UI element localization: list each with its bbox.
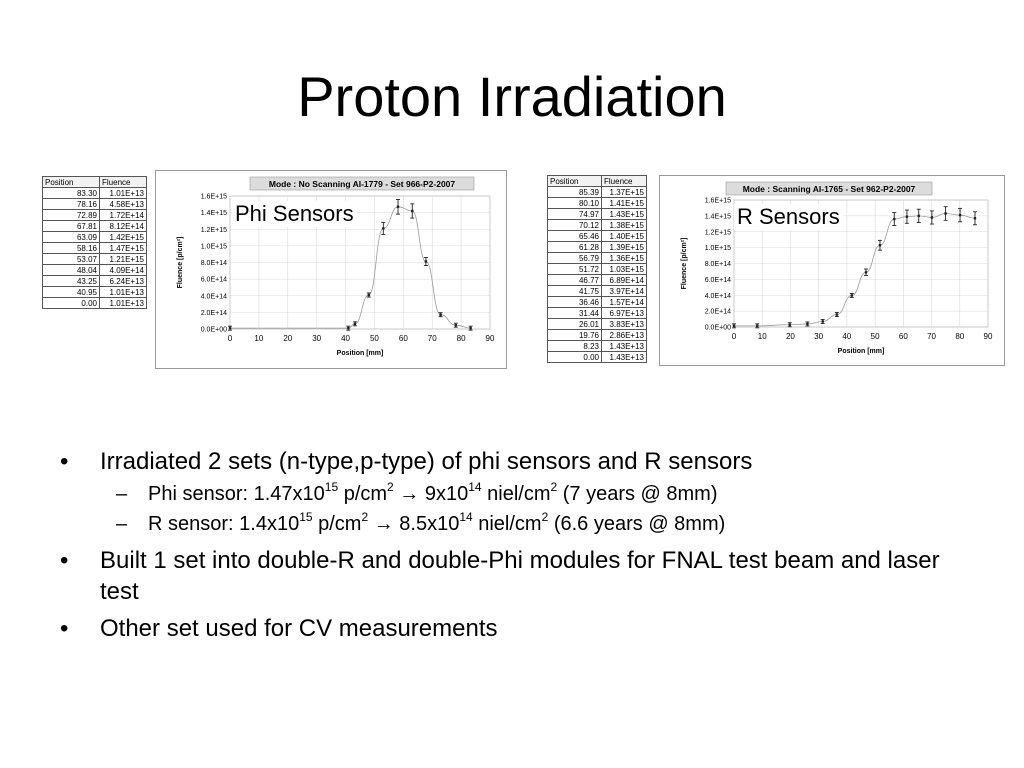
- fluence-cell: 4.09E+14: [100, 265, 147, 276]
- y-tick-label: 1.6E+15: [704, 197, 731, 205]
- position-cell: 80.10: [548, 198, 602, 209]
- sub-text: p/cm: [338, 483, 388, 505]
- sub-bullet-list: [100, 479, 960, 539]
- fluence-cell: 2.86E+13: [602, 330, 647, 341]
- table-row: [548, 319, 647, 330]
- fluence-cell: 1.01E+13: [100, 188, 147, 199]
- bullet-item: [60, 446, 960, 539]
- fluence-cell: 3.97E+14: [602, 286, 647, 297]
- position-cell: 0.00: [548, 352, 602, 363]
- x-tick-label: 10: [757, 332, 767, 341]
- bullet-item: [60, 613, 960, 644]
- position-cell: 8.23: [548, 341, 602, 352]
- x-tick-label: 80: [955, 332, 965, 341]
- position-cell: 61.28: [548, 242, 602, 253]
- table-row: [548, 231, 647, 242]
- fit-curve: [734, 213, 975, 325]
- y-tick-label: 1.4E+15: [704, 213, 731, 221]
- table-row: [548, 330, 647, 341]
- y-tick-label: 1.2E+15: [704, 229, 731, 237]
- position-cell: 74.97: [548, 209, 602, 220]
- phi-sensors-label: Phi Sensors: [232, 201, 357, 227]
- x-tick-label: 20: [785, 332, 795, 341]
- fluence-cell: 1.43E+13: [602, 352, 647, 363]
- x-axis-label: Position [mm]: [837, 348, 885, 355]
- position-cell: 56.79: [548, 253, 602, 264]
- x-tick-label: 40: [842, 332, 852, 341]
- sub-text: niel/cm: [472, 513, 542, 535]
- position-cell: 72.89: [43, 210, 100, 221]
- table-row: [548, 187, 647, 198]
- table-row: [548, 264, 647, 275]
- table-row: [548, 286, 647, 297]
- fluence-cell: 1.36E+15: [602, 253, 647, 264]
- fluence-cell: 6.89E+14: [602, 275, 647, 286]
- bullet-text: Built 1 set into double-R and double-Phi modules for FNAL test beam and laser test: [100, 547, 940, 605]
- y-axis-label: Fluence [p/cm²]: [681, 237, 688, 290]
- x-tick-label: 30: [814, 332, 824, 341]
- y-axis-label: Fluence [p/cm²]: [177, 236, 184, 289]
- sub-bullet-item-r: [100, 509, 960, 539]
- fluence-cell: 1.43E+15: [602, 209, 647, 220]
- superscript: 2: [387, 480, 394, 495]
- position-cell: 65.46: [548, 231, 602, 242]
- position-cell: 51.72: [548, 264, 602, 275]
- fluence-cell: 1.43E+13: [602, 341, 647, 352]
- data-point: [424, 257, 428, 265]
- y-tick-label: 2.0E+14: [704, 308, 731, 316]
- x-tick-label: 0: [227, 334, 233, 343]
- y-tick-label: 2.0E+14: [200, 309, 227, 317]
- y-tick-label: 0.0E+00: [200, 326, 227, 334]
- table-row: [43, 232, 147, 243]
- position-cell: 67.81: [43, 221, 100, 232]
- table-header-position: Position: [548, 176, 602, 187]
- sub-bullet-item-phi: [100, 479, 960, 509]
- table-row: [43, 298, 147, 309]
- position-cell: 85.39: [548, 187, 602, 198]
- y-tick-label: 4.0E+14: [704, 292, 731, 300]
- slide-title: Proton Irradiation: [297, 65, 727, 128]
- x-tick-label: 90: [485, 334, 495, 343]
- fluence-cell: 1.47E+15: [100, 243, 147, 254]
- table-row: [43, 188, 147, 199]
- y-tick-label: 8.0E+14: [200, 260, 227, 267]
- position-cell: 26.01: [548, 319, 602, 330]
- x-tick-label: 30: [312, 334, 322, 343]
- sub-text: (7 years @ 8mm): [557, 483, 718, 505]
- y-tick-label: 6.0E+14: [200, 276, 227, 284]
- table-row: [43, 199, 147, 210]
- y-tick-label: 8.0E+14: [704, 261, 731, 268]
- table-row: [548, 209, 647, 220]
- table-row: [548, 352, 647, 363]
- table-row: [43, 221, 147, 232]
- fluence-cell: 6.24E+13: [100, 276, 147, 287]
- table-row: [548, 242, 647, 253]
- position-cell: 83.30: [43, 188, 100, 199]
- position-cell: 63.09: [43, 232, 100, 243]
- fluence-cell: 3.83E+13: [602, 319, 647, 330]
- sub-text: niel/cm: [481, 483, 551, 505]
- table-row: [548, 308, 647, 319]
- r-fluence-table: [547, 175, 647, 363]
- y-tick-label: 6.0E+14: [704, 276, 731, 284]
- bullet-list: [60, 446, 960, 650]
- sub-text: R sensor: 1.4x10: [148, 513, 300, 535]
- superscript: 2: [361, 510, 369, 525]
- y-tick-label: 1.6E+15: [200, 193, 227, 201]
- sub-text: → 8.5x10: [368, 513, 460, 535]
- bullet-item: [60, 545, 960, 607]
- sub-text: (6.6 years @ 8mm): [548, 513, 726, 535]
- fluence-cell: 1.57E+14: [602, 297, 647, 308]
- table-row: [43, 287, 147, 298]
- table-row: [548, 220, 647, 231]
- superscript: 2: [541, 510, 549, 525]
- x-tick-label: 10: [254, 334, 264, 343]
- x-tick-label: 20: [283, 334, 293, 343]
- sub-text: p/cm: [312, 513, 362, 535]
- table-row: [43, 243, 147, 254]
- fluence-cell: 8.12E+14: [100, 221, 147, 232]
- position-cell: 31.44: [548, 308, 602, 319]
- x-tick-label: 60: [898, 332, 908, 341]
- table-row: [548, 341, 647, 352]
- position-cell: 0.00: [43, 298, 100, 309]
- table-row: [548, 198, 647, 209]
- phi-chart: [155, 170, 507, 369]
- y-tick-label: 4.0E+14: [200, 293, 227, 301]
- x-tick-label: 50: [369, 334, 379, 343]
- fluence-cell: 1.41E+15: [602, 198, 647, 209]
- y-tick-label: 1.4E+15: [200, 210, 227, 218]
- bullet-text: Irradiated 2 sets (n-type,p-type) of phi sensors and R sensors: [100, 448, 753, 475]
- fluence-cell: 1.39E+15: [602, 242, 647, 253]
- sub-text: Phi sensor: 1.47x10: [148, 483, 325, 505]
- fluence-cell: 1.01E+13: [100, 287, 147, 298]
- superscript: 15: [324, 480, 339, 495]
- superscript: 2: [550, 480, 558, 495]
- x-tick-label: 70: [927, 332, 937, 341]
- superscript: 15: [299, 510, 313, 525]
- y-tick-label: 1.0E+15: [200, 243, 227, 251]
- position-cell: 43.25: [43, 276, 100, 287]
- x-tick-label: 40: [341, 334, 351, 343]
- fluence-cell: 1.72E+14: [100, 210, 147, 221]
- table-row: [548, 275, 647, 286]
- position-cell: 53.07: [43, 254, 100, 265]
- bullet-text: Other set used for CV measurements: [100, 615, 498, 642]
- table-header-position: Position: [43, 177, 100, 188]
- position-cell: 40.95: [43, 287, 100, 298]
- table-row: [43, 254, 147, 265]
- x-tick-label: 70: [427, 334, 437, 343]
- position-cell: 58.16: [43, 243, 100, 254]
- x-tick-label: 90: [983, 332, 993, 341]
- chart-title: Mode : Scanning AI-1765 - Set 962-P2-2007: [742, 184, 916, 194]
- fluence-cell: 1.21E+15: [100, 254, 147, 265]
- x-axis-label: Position [mm]: [336, 350, 384, 357]
- superscript: 14: [468, 480, 482, 495]
- x-tick-label: 80: [456, 334, 466, 343]
- fluence-cell: 1.38E+15: [602, 220, 647, 231]
- fluence-cell: 4.58E+13: [100, 199, 147, 210]
- sub-text: → 9x10: [393, 483, 469, 505]
- y-tick-label: 0.0E+00: [704, 324, 731, 332]
- position-cell: 19.76: [548, 330, 602, 341]
- table-row: [548, 297, 647, 308]
- fluence-cell: 1.01E+13: [100, 298, 147, 309]
- superscript: 14: [459, 510, 473, 525]
- fluence-cell: 6.97E+13: [602, 308, 647, 319]
- fluence-cell: 1.40E+15: [602, 231, 647, 242]
- fluence-cell: 1.42E+15: [100, 232, 147, 243]
- position-cell: 70.12: [548, 220, 602, 231]
- x-tick-label: 50: [870, 332, 880, 341]
- table-row: [548, 253, 647, 264]
- y-tick-label: 1.2E+15: [200, 226, 227, 234]
- position-cell: 41.75: [548, 286, 602, 297]
- position-cell: 78.16: [43, 199, 100, 210]
- x-tick-label: 0: [731, 332, 737, 341]
- table-row: [43, 210, 147, 221]
- position-cell: 48.04: [43, 265, 100, 276]
- chart-title: Mode : No Scanning AI-1779 - Set 966-P2-2007: [268, 179, 456, 189]
- table-row: [43, 265, 147, 276]
- position-cell: 46.77: [548, 275, 602, 286]
- fluence-cell: 1.03E+15: [602, 264, 647, 275]
- table-header-fluence: Fluence: [602, 176, 647, 187]
- fluence-cell: 1.37E+15: [602, 187, 647, 198]
- r-sensors-label: R Sensors: [734, 204, 843, 230]
- table-header-fluence: Fluence: [100, 177, 147, 188]
- position-cell: 36.46: [548, 297, 602, 308]
- x-tick-label: 60: [398, 334, 408, 343]
- table-row: [43, 276, 147, 287]
- y-tick-label: 1.0E+15: [704, 245, 731, 253]
- phi-fluence-table: [42, 176, 147, 309]
